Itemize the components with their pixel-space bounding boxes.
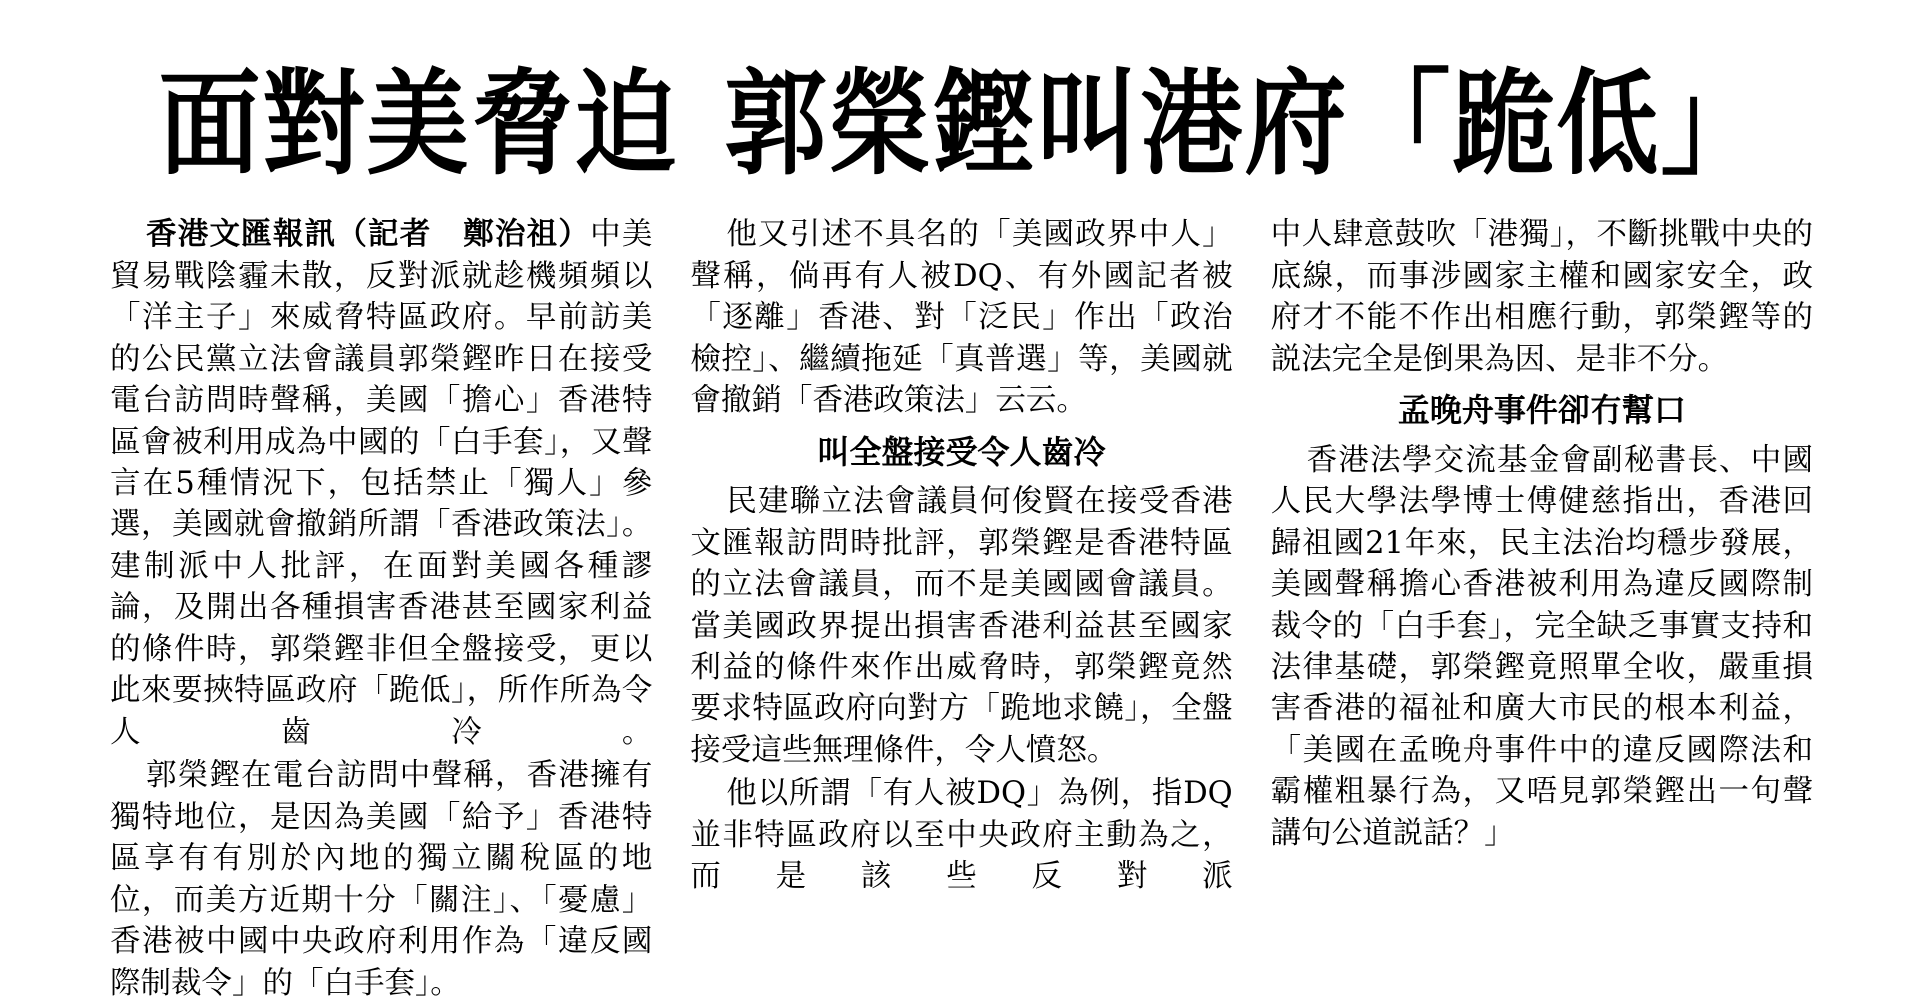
section-subheading: 孟晚舟事件卻冇幫口 [1397,391,1686,430]
article-column-3 [1271,214,1813,1006]
paragraph-text: 香港法學交流基金會副秘書長、中國人民大學法學博士傅健慈指出，香港回歸祖國21年來，民主法治均穩步發展，美國聲稱擔心香港被利用為違反國際制裁令的「白手套」，完全缺乏事實支持和法律基礎，郭榮鏗竟照單全收，嚴重損害香港的福祉和廣大市民的根本利益，「美國在孟晚舟事件中的違反國際法和霸權粗暴行為，又唔見郭榮鏗出一句聲講句公道説話？」 [1270,442,1813,851]
section-subheading: 叫全盤接受令人齒冷 [817,432,1106,471]
paragraph-text: 郭榮鏗在電台訪問中聲稱，香港擁有獨特地位，是因為美國「給予」香港特區享有有別於內地的獨立關稅區的地位，而美方近期十分「關注」、「憂慮」香港被中國中央政府利用作為「違反國際制裁令」的「白手套」。 [110,758,653,1001]
headline-part-2: 郭榮鏗叫港府「跪低」 [724,57,1765,192]
paragraph [690,773,1232,897]
article-column-2 [690,214,1232,1006]
paragraph-text: 民建聯立法會議員何俊賢在接受香港文匯報訪問時批評，郭榮鏗是香港特區的立法會議員，而不是美國國會議員。當美國政界提出損害香港利益甚至國家利益的條件來作出威脅時，郭榮鏗竟然要求特區政府向對方「跪地求饒」，全盤接受這些無理條件，令人憤怒。 [690,484,1233,768]
paragraph-text: 他又引述不具名的「美國政界中人」聲稱，倘再有人被DQ、有外國記者被「逐離」香港、對「泛民」作出「政治檢控」、繼續拖延「真普選」等，美國就會撤銷「香港政策法」云云。 [690,217,1233,419]
byline: 香港文匯報訊（記者 鄭治祖） [146,216,591,253]
article-columns [110,214,1813,1006]
article-column-1 [110,214,652,1006]
paragraph-text: 中美貿易戰陰霾未散，反對派就趁機頻頻以「洋主子」來威脅特區政府。早前訪美的公民黨立法會議員郭榮鏗昨日在接受電台訪問時聲稱，美國「擔心」香港特區會被利用成為中國的「白手套」，又聲言在5種情況下，包括禁止「獨人」參選，美國就會撤銷所謂「香港政策法」。建制派中人批評，在面對美國各種謬論，及開出各種損害香港甚至國家利益的條件時，郭榮鏗非但全盤接受，更以此來要挾特區政府「跪低」，所作所為令人齒冷。 [110,217,653,750]
paragraph [110,214,652,753]
paragraph [690,214,1232,421]
page-title [110,0,1813,192]
paragraph [690,481,1232,771]
paragraph [110,755,652,1004]
paragraph-text: 中人肆意鼓吹「港獨」，不斷挑戰中央的底線，而事涉國家主權和國家安全，政府才不能不作出相應行動，郭榮鏗等的説法完全是倒果為因、是非不分。 [1270,217,1813,377]
paragraph [1271,214,1813,380]
paragraph [1271,440,1813,855]
headline-part-1: 面對美脅迫 [158,57,679,192]
paragraph-text: 他以所謂「有人被DQ」為例，指DQ並非特區政府以至中央政府主動為之，而是該些反對派 [690,776,1233,895]
